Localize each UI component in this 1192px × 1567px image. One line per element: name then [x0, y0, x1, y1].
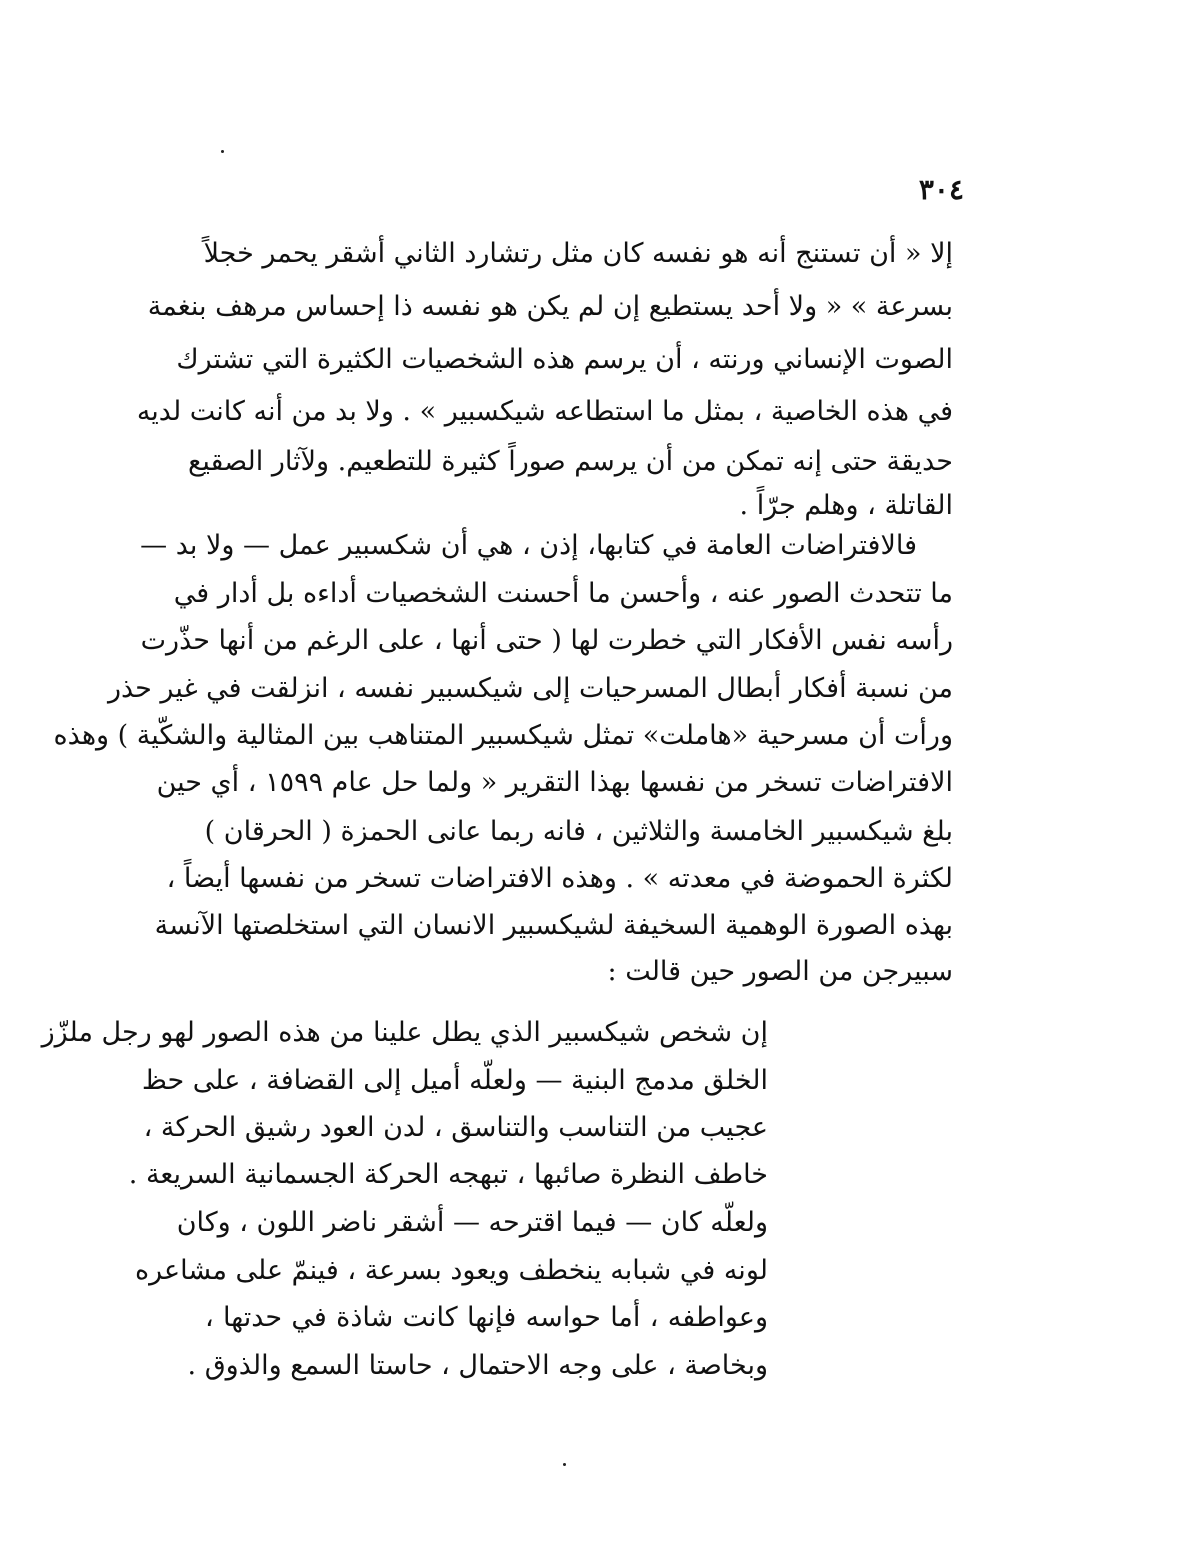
quote-line: الخلق مدمج البنية — ولعلّه أميل إلى القضافة ، على حظ [141, 1065, 768, 1096]
paragraph-2-line: لكثرة الحموضة في معدته » . وهذه الافتراضات تسخر من نفسها أيضاً ، [166, 863, 953, 894]
paragraph-1-line: في هذه الخاصية ، بمثل ما استطاعه شيكسبير » . ولا بد من أنه كانت لديه [136, 396, 953, 427]
paragraph-2-line: من نسبة أفكار أبطال المسرحيات إلى شيكسبير نفسه ، انزلقت في غير حذر [107, 673, 953, 704]
quote-line: وبخاصة ، على وجه الاحتمال ، حاستا السمع والذوق . [187, 1350, 768, 1381]
quote-line: خاطف النظرة صائبها ، تبهجه الحركة الجسمانية السريعة . [128, 1159, 768, 1190]
paragraph-1-line: الصوت الإنساني ورنته ، أن يرسم هذه الشخصيات الكثيرة التي تشترك [176, 344, 953, 375]
paragraph-2-line: بهذه الصورة الوهمية السخيفة لشيكسبير الانسان التي استخلصتها الآنسة [154, 910, 953, 941]
paragraph-2-line: سبيرجن من الصور حين قالت : [607, 956, 953, 987]
quote-line: وعواطفه ، أما حواسه فإنها كانت شاذة في حدتها ، [205, 1302, 768, 1333]
quote-line: عجيب من التناسب والتناسق ، لدن العود رشيق الحركة ، [143, 1112, 768, 1143]
paragraph-1-line: إلا « أن تستنج أنه هو نفسه كان مثل رتشارد الثاني أشقر يحمر خجلاً [203, 238, 953, 269]
paragraph-1-line: القاتلة ، وهلم جرّاً . [739, 490, 953, 521]
paragraph-2-line: فالافتراضات العامة في كتابها، إذن ، هي أن شكسبير عمل — ولا بد — [140, 530, 917, 561]
paragraph-2-line: الافتراضات تسخر من نفسها بهذا التقرير « ولما حل عام ١٥٩٩ ، أي حين [156, 767, 953, 798]
page-number: ٣٠٤ [918, 173, 964, 206]
quote-line: إن شخص شيكسبير الذي يطل علينا من هذه الصور لهو رجل ملزّز [41, 1017, 768, 1048]
paragraph-2-line: بلغ شيكسبير الخامسة والثلاثين ، فانه ربما عانى الحمزة ( الحرقان ) [204, 816, 953, 847]
quote-line: لونه في شبابه ينخطف ويعود بسرعة ، فينمّ على مشاعره [135, 1255, 768, 1286]
quote-line: ولعلّه كان — فيما اقترحه — أشقر ناضر اللون ، وكان [176, 1207, 768, 1238]
stray-mark-top [221, 150, 224, 153]
paragraph-1-line: حديقة حتى إنه تمكن من أن يرسم صوراً كثيرة للتطعيم. ولآثار الصقيع [187, 446, 953, 477]
paragraph-2-line: ورأت أن مسرحية «هاملت» تمثل شيكسبير المتناهب بين المثالية والشكّية ) وهذه [53, 720, 953, 751]
stray-mark-bottom [563, 1463, 566, 1466]
paragraph-1-line: بسرعة » « ولا أحد يستطيع إن لم يكن هو نفسه ذا إحساس مرهف بنغمة [147, 291, 953, 322]
paragraph-2-line: رأسه نفس الأفكار التي خطرت لها ( حتى أنها ، على الرغم من أنها حذّرت [140, 625, 953, 656]
paragraph-2-line: ما تتحدث الصور عنه ، وأحسن ما أحسنت الشخصيات أداءه بل أدار في [173, 578, 953, 609]
